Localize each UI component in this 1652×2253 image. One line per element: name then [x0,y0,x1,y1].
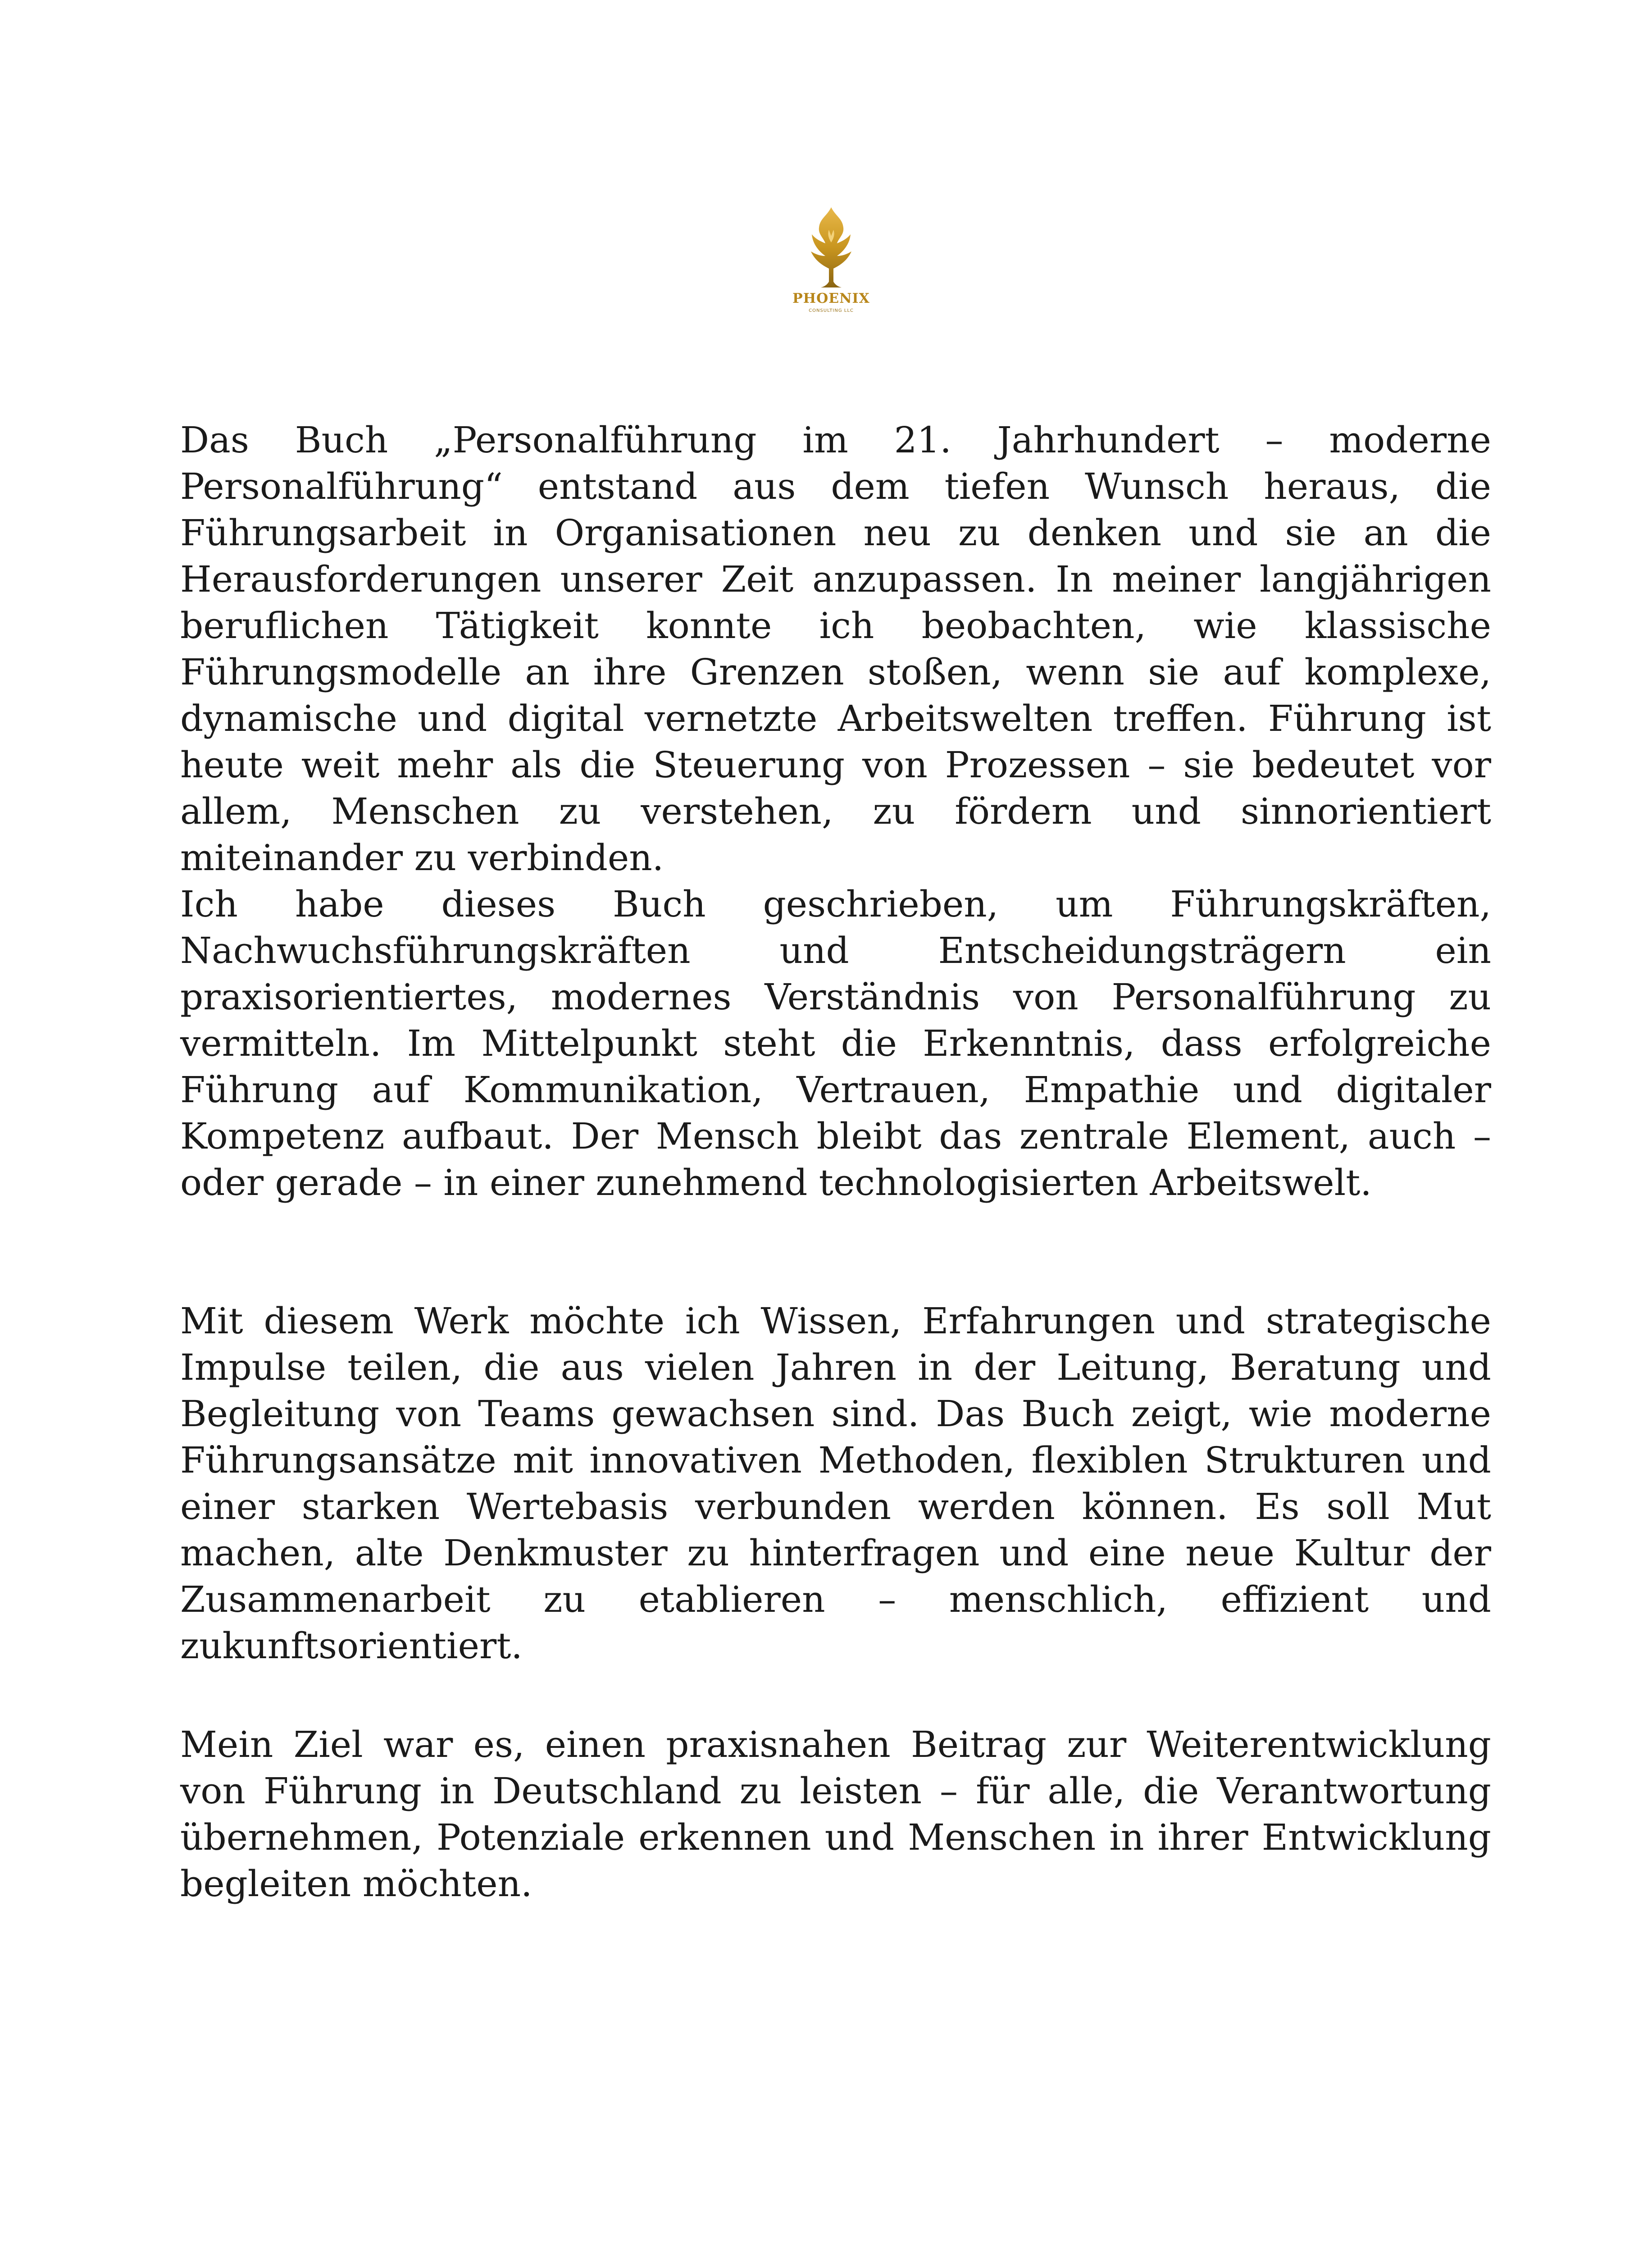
phoenix-logo [784,203,878,315]
paragraph-1: Das Buch „Personalführung im 21. Jahrhundert – moderne Personalführung“ entstand aus dem tiefen Wunsch heraus, die Führungsarbeit in Organisationen neu zu denken und sie an die Herausforderungen unserer Zeit anzupassen. In meiner langjährigen beruflichen Tätigkeit konnte ich beobachten, wie klassische Führungsmodelle an ihre Grenzen stoßen, wenn sie auf komplexe, dynamische und digital vernetzte Arbeitswelten treffen. Führung ist heute weit mehr als die Steuerung von Prozessen – sie bedeutet vor allem, Menschen zu verstehen, zu fördern und sinnorientiert miteinander zu verbinden. [180,419,1491,879]
paragraph-2: Ich habe dieses Buch geschrieben, um Führungskräften, Nachwuchsführungskräften und Entscheidungsträgern ein praxisorientiertes, modernes Verständnis von Personalführung zu vermitteln. Im Mittelpunkt steht die Erkenntnis, dass erfolgreiche Führung auf Kommunikation, Vertrauen, Empathie und digitaler Kompetenz aufbaut. Der Mensch bleibt das zentrale Element, auch – oder gerade – in einer zunehmend technologisierten Arbeitswelt. [180,883,1491,1204]
svg-text:CONSULTING LLC: CONSULTING LLC [809,308,854,313]
paragraph-3: Mit diesem Werk möchte ich Wissen, Erfahrungen und strategische Impulse teilen, die aus vielen Jahren in der Leitung, Beratung und Begleitung von Teams gewachsen sind. Das Buch zeigt, wie moderne Führungsansätze mit innovativen Methoden, flexiblen Strukturen und einer starken Wertebasis verbunden werden können. Es soll Mut machen, alte Denkmuster zu hinterfragen und eine neue Kultur der Zusammenarbeit zu etablieren – menschlich, effizient und zukunftsorientiert. [180,1300,1491,1667]
svg-text:PHOENIX: PHOENIX [792,291,870,306]
paragraph-4: Mein Ziel war es, einen praxisnahen Beitrag zur Weiterentwicklung von Führung in Deutschland zu leisten – für alle, die Verantwortung übernehmen, Potenziale erkennen und Menschen in ihrer Entwicklung begleiten möchten. [180,1724,1491,1905]
phoenix-bird-icon [784,203,878,315]
